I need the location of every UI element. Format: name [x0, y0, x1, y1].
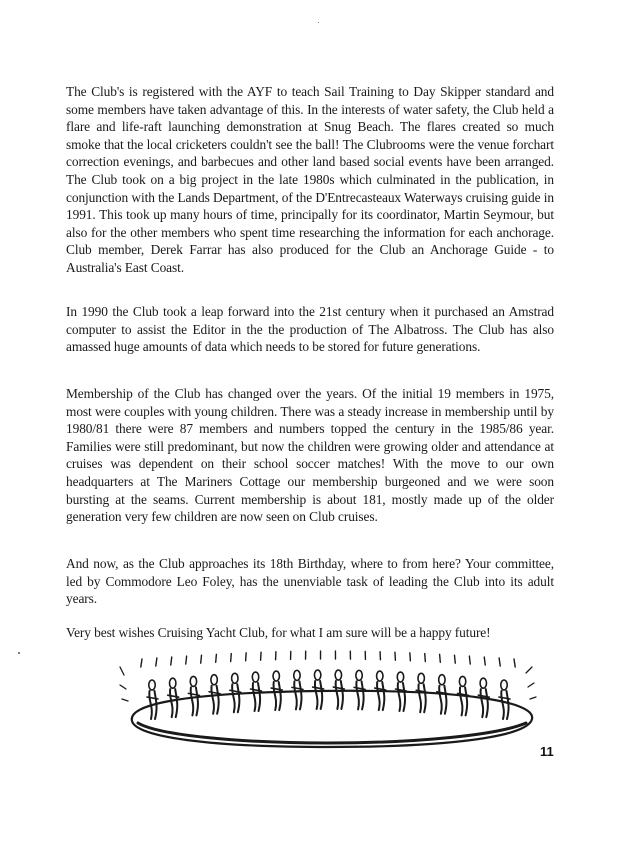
- ray-stroke: [186, 656, 187, 664]
- candle: [271, 671, 282, 710]
- ray-stroke: [246, 653, 247, 661]
- ray-stroke: [469, 656, 470, 664]
- ray-stroke: [231, 654, 232, 662]
- paragraph-sail-training: The Club's is registered with the AYF to teach Sail Training to Day Skipper standard and some members have taken advantage of this. In the interests of water safety, the Club held a flare and life-raft launching demonstration at Snug Beach. The flares created so much smoke that the local cricketers couldn't see the ball! The Clubrooms were the venue forchart correction evenings, and barbecues and other land based social events have been arranged. The Club took on a big project in the late 1980s which culminated in the publication, in conjunction with the Lands Department, of the D'Entrecasteaux Waterways cruising guide in 1991. This took up many hours of time, principally for its coordinator, Martin Seymour, but also for the other members who spent time researching the information for each anchorage. Club member, Derek Farrar has also produced for the Club an Anchorage Guide - to Australia's East Coast.: [66, 84, 554, 275]
- candle: [230, 673, 241, 712]
- candle: [499, 680, 510, 719]
- ray-stroke: [484, 657, 485, 665]
- ray-stroke: [171, 657, 172, 665]
- paragraph-computer: In 1990 the Club took a leap forward into the 21st century when it purchased an Amstrad computer to assist the Editor in the the production of The Albatross. The Club has also amassed huge amounts of data which needs to be stored for future generations.: [66, 304, 554, 355]
- ray-stroke: [201, 655, 202, 663]
- ray-stroke: [440, 654, 441, 662]
- scan-speck: [18, 652, 20, 654]
- candle: [147, 680, 158, 719]
- candle: [292, 670, 303, 709]
- ray-stroke: [156, 658, 157, 666]
- candle: [168, 678, 179, 717]
- ray-stroke: [454, 655, 455, 663]
- ray-stroke: [141, 659, 142, 667]
- paragraph-future: And now, as the Club approaches its 18th Birthday, where to from here? Your committee, led by Commodore Leo Foley, has the unenviable task of leading the Club into its adult years.: [66, 556, 554, 607]
- candle: [209, 675, 220, 714]
- paragraph-best-wishes: Very best wishes Cruising Yacht Club, for what I am sure will be a happy future!: [66, 625, 491, 640]
- ray-stroke: [514, 659, 515, 667]
- ray-stroke: [410, 653, 411, 661]
- candle: [313, 670, 324, 709]
- ray-stroke: [216, 654, 217, 662]
- paragraph-membership: Membership of the Club has changed over the years. Of the initial 19 members in 1975, most were couples with young children. There was a steady increase in membership until by 1980/81 there were 87 members and numbers topped the century in the 1985/86 year. Families were still predominant, but now the children were growing older and attendance at cruises was dependent on their school soccer matches! With the move to our own headquarters at The Mariners Cottage our membership burgeoned and we were soon bursting at the seams. Current membership is about 181, mostly made up of the older generation very few children are now seen on Club cruises.: [66, 386, 554, 525]
- page-number: 11: [540, 744, 554, 759]
- candle: [251, 672, 262, 711]
- birthday-cake-icon: [118, 643, 538, 763]
- ray-stroke: [425, 654, 426, 662]
- ray-stroke: [499, 658, 500, 666]
- candle: [333, 670, 344, 709]
- candle: [188, 676, 199, 715]
- scan-speck: [318, 22, 319, 23]
